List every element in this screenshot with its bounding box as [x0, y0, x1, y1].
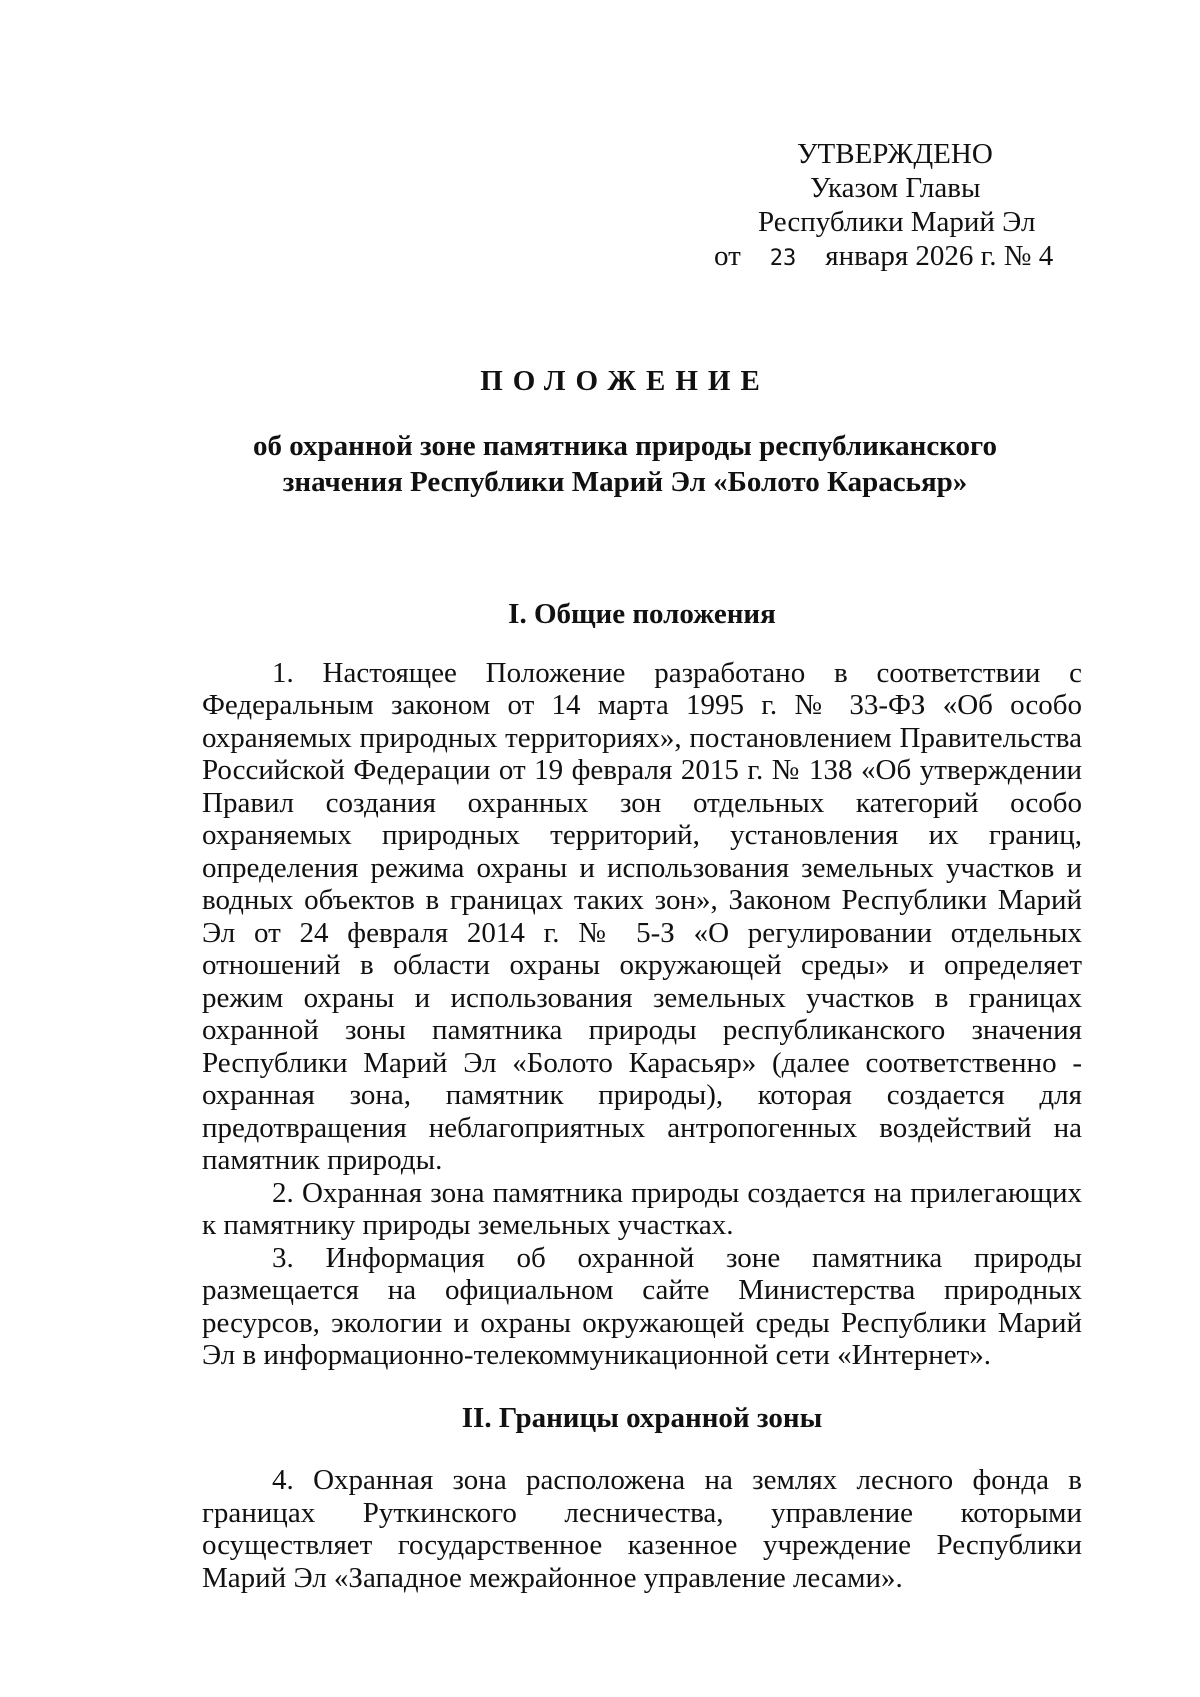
approval-date-prefix: от — [714, 240, 741, 272]
paragraph-1: 1. Настоящее Положение разработано в соответствии с Федеральным законом от 14 марта 1995 г. № 33-ФЗ «Об особо охраняемых природных территориях», постановлением Правительства Российской Федерации от 19 февраля 2015 г. № 138 «Об утверждении Правил создания охранных зон отдельных категорий особо охраняемых природных территорий, установления их границ, определения режима охраны и использования земельных участков и водных объектов в границах таких зон», Законом Республики Марий Эл от 24 февраля 2014 г. № 5-З «О регулировании отдельных отношений в области охраны окружающей среды» и определяет режим охраны и использования земельных участков в границах охранной зоны памятника природы республиканского значения Республики Марий Эл «Болото Карасьяр» (далее соответственно - охранная зона, памятник природы), которая создается для предотвращения неблагоприятных антропогенных воздействий на памятник природы. — [202, 656, 1082, 1176]
document-subtitle — [200, 428, 1050, 500]
approval-decree: Указом Главы — [810, 172, 981, 204]
paragraph-2: 2. Охранная зона памятника природы создается на прилегающих к памятнику природы земельных участках. — [202, 1176, 1082, 1241]
approval-date-day: 23 — [769, 246, 797, 271]
approval-republic: Республики Марий Эл — [758, 206, 1036, 238]
section-1-heading: I. Общие положения — [508, 598, 776, 630]
subtitle-line-1: об охранной зоне памятника природы республиканского — [252, 430, 998, 462]
document-title: ПОЛОЖЕНИЕ — [480, 365, 770, 397]
subtitle-line-2: значения Республики Марий Эл «Болото Карасьяр» — [282, 466, 968, 498]
approval-date-rest: января 2026 г. № 4 — [825, 240, 1054, 272]
approval-block — [700, 137, 1054, 276]
document-body — [202, 598, 1082, 1594]
paragraph-3: 3. Информация об охранной зоне памятника природы размещается на официальном сайте Министерства природных ресурсов, экологии и охраны окружающей среды Республики Марий Эл в информационно-телекоммуникационной сети «Интернет». — [202, 1241, 1082, 1371]
approval-heading: УТВЕРЖДЕНО — [797, 138, 993, 170]
approval-date-line — [714, 239, 1054, 276]
section-2-heading: II. Границы охранной зоны — [461, 1401, 823, 1434]
paragraph-4: 4. Охранная зона расположена на землях лесного фонда в границах Руткинского лесничества, управление которыми осуществляет государственное казенное учреждение Республики Марий Эл «Западное межрайонное управление лесами». — [202, 1464, 1082, 1594]
